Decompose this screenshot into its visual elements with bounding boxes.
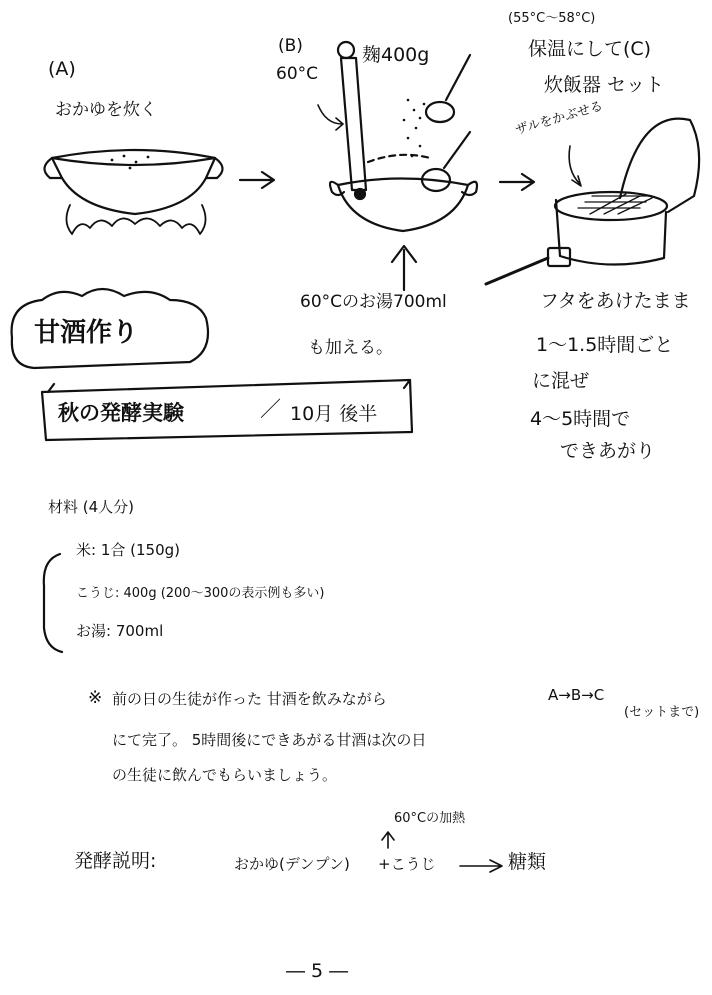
reaction-arrow-icon [460, 860, 502, 872]
step-c-keep-warm: 保温にして(C) [528, 38, 652, 60]
explanation-right: 糖類 [508, 851, 547, 873]
step-c-note-5: できあがり [560, 440, 656, 462]
rice-cooker-illustration [486, 119, 699, 284]
step-c-note-3: に混ぜ [532, 370, 590, 392]
subtitle-date: 10月 後半 [290, 403, 378, 425]
note-flow: A→B→C [548, 686, 605, 704]
explanation-label: 発酵説明: [74, 850, 157, 872]
pot-illustration [44, 150, 222, 234]
arrow-right-icon [500, 174, 534, 190]
ingredient-koji: こうじ: 400g (200～300の表示例も多い) [76, 586, 325, 601]
step-c-note-4: 4～5時間で [530, 408, 631, 430]
step-c-rice-cooker: 炊飯器 セット [544, 74, 665, 96]
heat-arrow-icon [382, 832, 394, 848]
step-c-temp-range: (55°C～58°C) [508, 11, 596, 26]
koji-amount: 麹400g [362, 44, 430, 66]
page-subtitle: 秋の発酵実験 [58, 401, 184, 425]
explanation-heat: 60°Cの加熱 [394, 811, 466, 826]
ingredient-rice: 米: 1合 (150g) [76, 541, 180, 559]
ingredients-heading: 材料 (4人分) [48, 498, 135, 516]
note-line-3: の生徒に飲んでもらいましょう。 [112, 766, 338, 784]
note-line-1: 前の日の生徒が作った 甘酒を飲みながら [112, 690, 387, 708]
subtitle-divider: ／ [260, 397, 281, 421]
ingredients-brace-decoration [44, 554, 62, 652]
note-line-2: にて完了。 5時間後にできあがる甘酒は次の日 [112, 731, 427, 749]
colander-label: ザルをかぶせる [513, 98, 605, 139]
step-b-temp: 60°C [276, 64, 319, 84]
arrow-up-icon [392, 246, 416, 290]
arrow-right-icon [240, 172, 274, 188]
step-a-caption: おかゆを炊く [55, 100, 157, 120]
ingredient-hot-water: お湯: 700ml [76, 622, 164, 640]
explanation-plus: +こうじ [378, 855, 436, 873]
hot-water-line-2: も加える。 [308, 338, 393, 358]
step-b-label: (B) [278, 36, 303, 56]
step-c-note-2: 1～1.5時間ごと [536, 334, 674, 356]
explanation-left: おかゆ(デンプン) [234, 855, 350, 873]
step-a-label: (A) [48, 58, 76, 80]
page-title: 甘酒作り [34, 318, 139, 348]
note-flow-detail: (セットまで) [624, 705, 700, 720]
hot-water-line-1: 60°Cのお湯700ml [300, 292, 447, 312]
page-number: ― 5 ― [286, 960, 349, 982]
step-c-note-1: フタをあけたまま [540, 290, 691, 312]
wok-illustration [318, 42, 477, 231]
note-mark: ※ [88, 688, 103, 708]
